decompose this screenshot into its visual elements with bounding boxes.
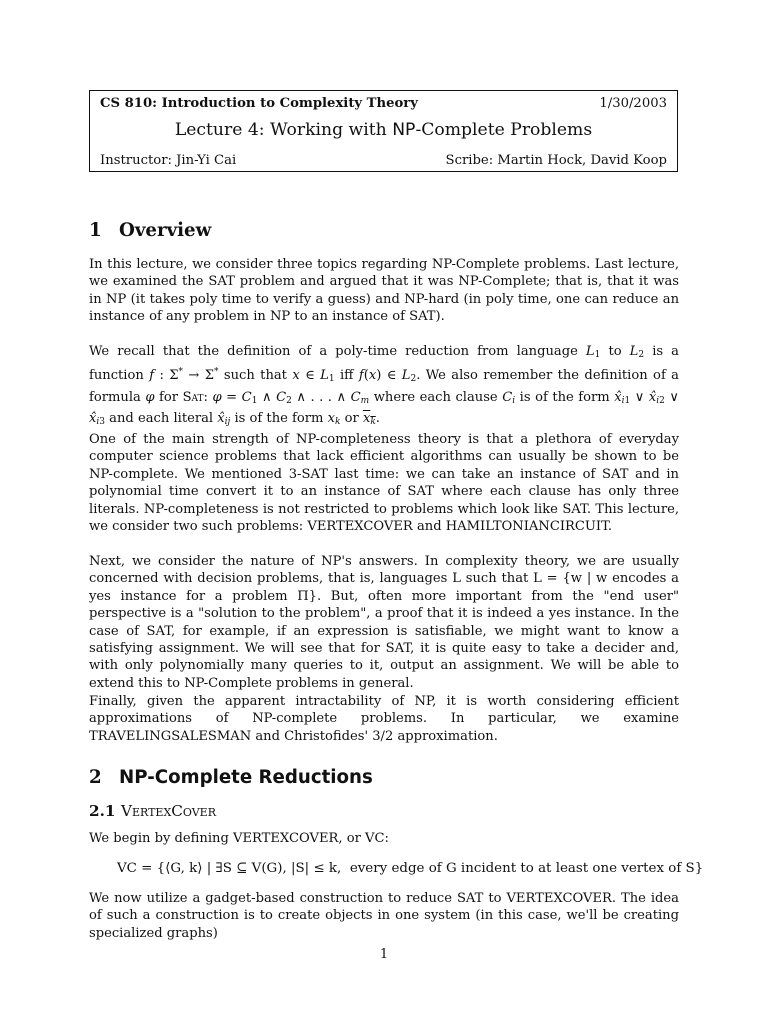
- lecture-header-box: [89, 90, 678, 172]
- lecture-title: [90, 120, 677, 140]
- section-number: 2: [89, 767, 102, 788]
- lecture-date: 1/30/2003: [599, 96, 667, 111]
- paragraph-overview-5: Finally, given the apparent intractability of NP, it is worth considering efficient approximations of NP-complete problems. In particular, we examine TRAVELINGSALESMAN and Christofides' 3/2 approximation.: [89, 694, 679, 744]
- section-title-np: NP: [119, 767, 148, 788]
- page-number: 1: [379, 947, 389, 962]
- paragraph-gadget: We now utilize a gadget-based construction to reduce SAT to VERTEXCOVER. The idea of such a construction is to create objects in one system (in this case, we'll be creating specialized graphs): [89, 891, 679, 941]
- course-title: CS 810: Introduction to Complexity Theory: [100, 96, 418, 111]
- subsection-title: VertexCover: [121, 802, 216, 820]
- subsection-number: 2.1: [89, 802, 116, 820]
- paragraph-overview-3: One of the main strength of NP-completeness theory is that a plethora of everyday computer science problems that lack efficient algorithms can usually be shown to be NP-complete. We mentioned 3-SAT last time: we can take an instance of SAT and in polynomial time convert it to an instance of SAT where each clause has only three literals. NP-completeness is not restricted to problems which look like SAT. This lecture, we consider two such problems: VERTEXCOVER and HAMILTONIANCIRCUIT.: [89, 432, 679, 535]
- paragraph-overview-2: We recall that the definition of a poly-time reduction from language $L_1$ to $L_2$ is a function f : Σ* → Σ* such that x ∈ $L_1$ iff f(x) ∈ $L_2$. We also remember the definition of a formula φ for Sat: $\varphi = C_1$ ∧ $C_2$ ∧ . . . ∧ $C_m$ where each clause $C_i$ is of the form $x̂_{i1}$ ∨ $x̂_{i2}$ ∨ $x̂_{i3}$ and each literal $x̂_{ij}$ is of the form $x_k$ or $x_k$.: [89, 344, 679, 428]
- lecture-title-np: NP: [392, 120, 416, 140]
- section-2-heading: [89, 767, 373, 788]
- section-title: -Complete Reductions: [147, 767, 373, 788]
- instructor: Instructor: Jin-Yi Cai: [100, 153, 237, 168]
- section-1-heading: [89, 220, 211, 241]
- section-title: Overview: [119, 220, 212, 241]
- equation-rhs: every edge of G incident to at least one vertex of S}: [349, 861, 704, 876]
- paragraph-vc-intro: We begin by defining VERTEXCOVER, or VC:: [89, 831, 389, 846]
- lecture-title-suffix: -Complete Problems: [415, 120, 593, 140]
- paragraph-overview-1: In this lecture, we consider three topics regarding NP-Complete problems. Last lecture, we examined the SAT problem and argued that it was NP-Complete; that is, that it was in NP (it takes poly time to verify a guess) and NP-hard (in poly time, one can reduce an instance of any problem in NP to an instance of SAT).: [89, 257, 679, 325]
- scribe: Scribe: Martin Hock, David Koop: [445, 153, 667, 168]
- subsection-2-1-heading: [89, 802, 216, 820]
- paragraph-overview-4: Next, we consider the nature of NP's answers. In complexity theory, we are usually concerned with decision problems, that is, languages L such that L = {w | w encodes a yes instance for a problem Π}. But, often more important from the "end user" perspective is a "solution to the problem", a proof that it is indeed a yes instance. In the case of SAT, for example, if an expression is satisfiable, we might want to know a satisfying assignment. We will see that for SAT, it is quite easy to take a decider and, with only polynomially many queries to it, output an assignment. We will be able to extend this to NP-Complete problems in general.: [89, 554, 679, 691]
- vc-definition-equation: [117, 861, 703, 876]
- lecture-title-prefix: Lecture 4: Working with: [174, 120, 393, 140]
- section-number: 1: [89, 220, 102, 241]
- equation-lhs: VC = {⟨G, k⟩ | ∃S ⊆ V(G), |S| ≤ k,: [117, 861, 342, 876]
